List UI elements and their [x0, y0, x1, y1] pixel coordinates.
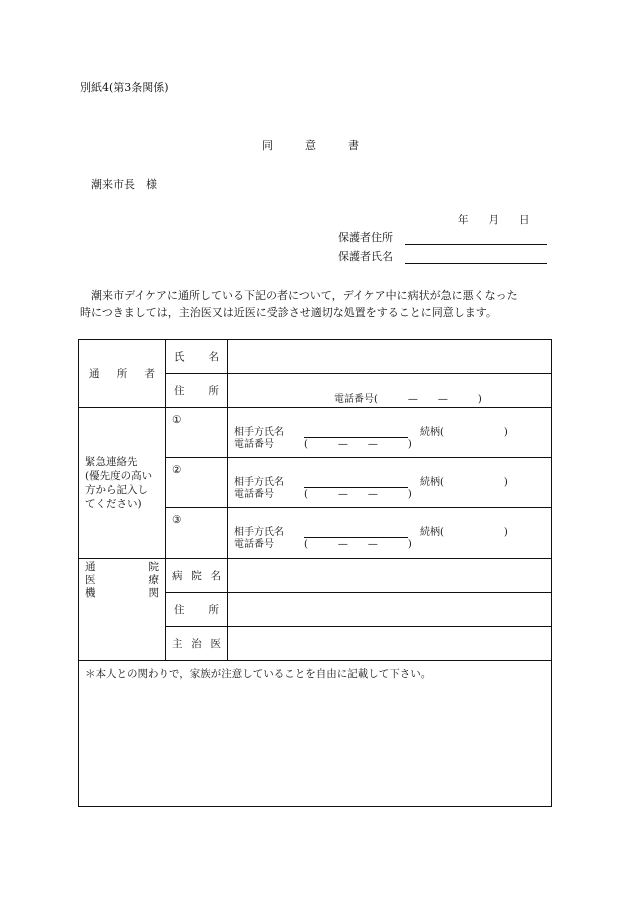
guardian-address-field[interactable]: [405, 232, 547, 245]
contact-1-phone-field[interactable]: ( — — ): [304, 438, 412, 450]
date-day: 日: [519, 214, 530, 226]
attendee-phone-label: 電話番号( — — ): [334, 394, 482, 405]
emergency-title-line: 緊急連絡先: [85, 456, 138, 468]
contact-2-fields[interactable]: [228, 458, 552, 508]
address-char: 所: [208, 604, 219, 616]
medical-institution-header: [79, 559, 166, 661]
doctor-char: 医: [210, 638, 221, 650]
attendee-name-field[interactable]: [228, 340, 552, 374]
name-char: 名: [208, 351, 219, 363]
title-char: 書: [348, 139, 359, 152]
contact-name-label: 相手方氏名: [234, 426, 284, 438]
guardian-name-row: [338, 248, 547, 264]
hospital-char: 病: [172, 570, 183, 582]
hospital-char: 名: [210, 570, 221, 582]
contact-phone-label: 電話番号: [234, 488, 274, 500]
contact-1-name-field[interactable]: [304, 427, 408, 438]
contact-number-1: ①: [166, 408, 228, 458]
contact-2-name-field[interactable]: [304, 477, 408, 488]
attendee-address-field[interactable]: [228, 374, 552, 408]
contact-name-label: 相手方氏名: [234, 476, 284, 488]
name-char: 氏: [174, 351, 185, 363]
clinic-char: 通: [85, 561, 96, 573]
name-label-cell: [166, 340, 228, 374]
clinic-char: 療: [148, 574, 159, 586]
contact-name-label: 相手方氏名: [234, 527, 284, 538]
clinic-char: 機: [85, 587, 96, 599]
emergency-title-line: (優先度の高い: [85, 470, 153, 482]
consent-line-2: 時につきましては，主治医又は近医に受診させ適切な処置をすることに同意します。: [80, 306, 497, 319]
attending-physician-field[interactable]: [228, 627, 552, 661]
title-char: 同: [262, 139, 273, 152]
attendee-char: 通: [89, 368, 100, 380]
doctor-label-cell: [166, 627, 228, 661]
hospital-char: 院: [191, 570, 202, 582]
date-line: [458, 212, 530, 227]
relation-label: 続柄( ): [420, 426, 508, 438]
doctor-char: 治: [191, 638, 202, 650]
family-notes-instruction: ＊本人との関わりで，家族が注意していることを自由に記載して下さい。: [85, 668, 432, 680]
contact-3-phone-field[interactable]: ( — — ): [304, 539, 412, 550]
emergency-title-line: 方から記入し: [85, 484, 148, 496]
emergency-contact-header: [79, 408, 166, 559]
date-year: 年: [458, 214, 469, 226]
contact-number-2: ②: [166, 458, 228, 508]
contact-1-fields[interactable]: [228, 408, 552, 458]
title-char: 意: [305, 139, 316, 152]
guardian-name-label: 保護者氏名: [338, 250, 393, 263]
contact-2-phone-field[interactable]: ( — — ): [304, 488, 412, 500]
hospital-name-label-cell: [166, 559, 228, 593]
guardian-address-row: [338, 229, 547, 245]
consent-form-table: [78, 339, 552, 807]
attendee-char: 者: [144, 368, 155, 380]
relation-label: 続柄( ): [420, 527, 508, 538]
address-char: 住: [174, 604, 185, 616]
hospital-name-field[interactable]: [228, 559, 552, 593]
hospital-address-label-cell: [166, 593, 228, 627]
contact-phone-label: 電話番号: [234, 438, 274, 450]
clinic-char: 院: [148, 561, 159, 573]
doctor-char: 主: [172, 638, 183, 650]
date-month: 月: [488, 214, 499, 226]
attendee-char: 所: [116, 368, 128, 380]
contact-3-name-field[interactable]: [304, 527, 408, 538]
contact-number-3: ③: [166, 508, 228, 559]
address-char: 住: [174, 385, 185, 397]
contact-3-fields[interactable]: [228, 508, 552, 559]
family-notes-field[interactable]: [79, 661, 552, 807]
relation-label: 続柄( ): [420, 476, 508, 488]
address-label-cell: [166, 374, 228, 408]
guardian-name-field[interactable]: [405, 251, 547, 264]
attendee-header: [79, 340, 166, 408]
consent-line-1: 潮来市デイケアに通所している下記の者について，デイケア中に病状が急に悪くなった: [91, 289, 518, 302]
document-reference: 別紙4(第3条関係): [80, 81, 169, 94]
hospital-address-field[interactable]: [228, 593, 552, 627]
clinic-char: 医: [85, 574, 96, 586]
emergency-title-line: てください): [85, 498, 142, 510]
document-title: [262, 137, 359, 153]
addressee: 潮来市長 様: [91, 178, 157, 191]
clinic-char: 関: [148, 587, 159, 599]
contact-phone-label: 電話番号: [234, 539, 274, 550]
consent-text: [80, 287, 554, 321]
address-char: 所: [208, 385, 219, 397]
guardian-address-label: 保護者住所: [338, 231, 393, 244]
